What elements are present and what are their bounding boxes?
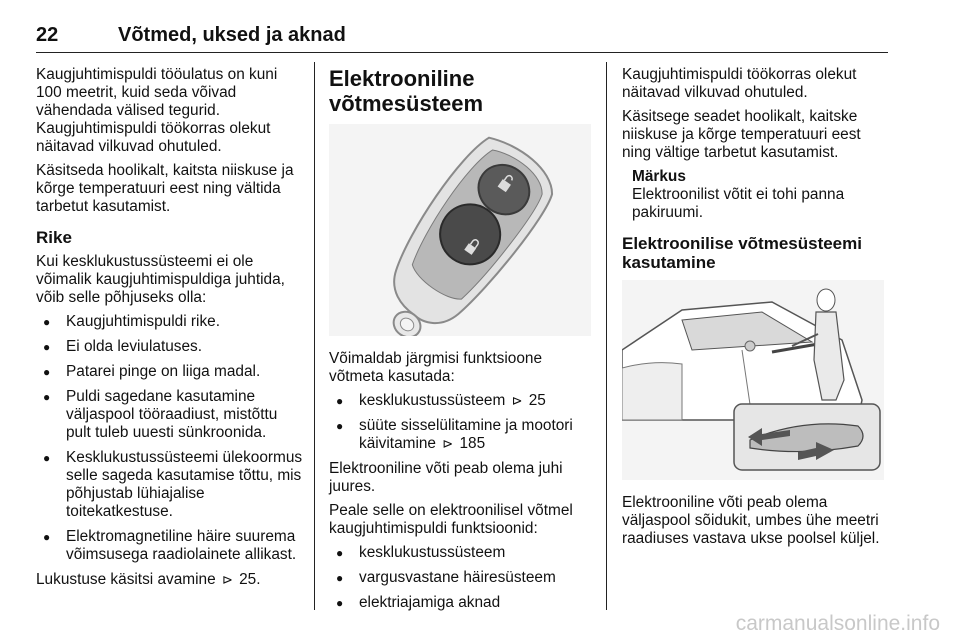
note-box	[622, 168, 884, 222]
paragraph: Elektrooniline võti peab olema juhi juures.	[329, 460, 563, 495]
list-item: ● Kaugjuhtimispuldi rike.	[36, 313, 304, 331]
manual-unlock-text: Lukustuse käsitsi avamine	[36, 571, 216, 588]
list-item: ● elektriajamiga aknad	[329, 594, 594, 612]
paragraph: Peale selle on elektroonilisel võtmel kaugjuhtimispuldi funktsioonid:	[329, 502, 573, 537]
column-1	[36, 66, 304, 595]
page-header	[36, 24, 888, 53]
column-2	[329, 66, 594, 619]
key-fob-illustration	[329, 124, 591, 336]
chapter-title: Võtmed, uksed ja aknad	[118, 24, 346, 46]
paragraph: Käsitseda hoolikalt, kaitsta niiskuse ja kõrge temperatuuri eest ning vältida tarbetut kasutamist.	[36, 162, 294, 215]
paragraph: Kaugjuhtimispuldi töökorras olekut näitavad vilkuvad ohutuled.	[622, 66, 857, 101]
list-item: ● Ei olda leviulatuses.	[36, 338, 304, 356]
note-text: Elektroonilist võtit ei tohi panna pakiruumi.	[632, 186, 845, 221]
page-number: 22	[36, 24, 59, 46]
section-heading-electronic-key: Elektrooniline võtmesüsteem	[329, 66, 484, 116]
paragraph-manual-unlock	[36, 571, 304, 589]
list-item: ● Kesklukustussüsteemi ülekoormus selle sageda kasutamise tõttu, mis põhjustab lühiajalise toitekatkestuse.	[36, 449, 304, 521]
list-item-text: süüte sisselülitamine ja mootori käivitamine	[359, 417, 573, 452]
paragraph: Käsitsege seadet hoolikalt, kaitske niiskuse ja kõrge temperatuuri eest ning vältige tarbetut kasutamist.	[622, 108, 861, 161]
reference-arrow-icon: ⊳	[511, 393, 523, 408]
car-door-illustration	[622, 280, 884, 480]
remote-function-list	[329, 544, 594, 612]
list-item	[329, 417, 594, 453]
section-heading-usage: Elektroonilise võtmesüsteemi kasutamine	[622, 234, 862, 272]
feature-list	[329, 392, 594, 453]
column-divider	[314, 62, 315, 610]
column-divider	[606, 62, 607, 610]
page-reference-link[interactable]: 25.	[239, 571, 261, 588]
list-item: ● kesklukustussüsteem	[329, 544, 594, 562]
list-item: ● vargusvastane häiresüsteem	[329, 569, 594, 587]
list-item-text: kesklukustussüsteem	[359, 392, 506, 409]
paragraph: Kui kesklukustussüsteemi ei ole võimalik kaugjuhtimispuldiga juhtida, võib selle põhjuseks olla:	[36, 253, 285, 306]
section-heading-rike: Rike	[36, 228, 72, 247]
page-reference-link[interactable]: 185	[459, 435, 486, 452]
column-3	[622, 66, 884, 554]
list-item: ● Elektromagnetiline häire suurema võimsusega raadiolainete allikast.	[36, 528, 304, 564]
page-reference-link[interactable]: 25	[528, 392, 546, 409]
paragraph: Elektrooniline võti peab olema väljaspool sõidukit, umbes ühe meetri raadiuses vastava ukse poolsel küljel.	[622, 494, 880, 547]
list-item: ● Patarei pinge on liiga madal.	[36, 363, 304, 381]
list-item	[329, 392, 594, 410]
fault-list	[36, 313, 304, 564]
note-title: Märkus	[632, 168, 686, 185]
list-item: ● Puldi sagedane kasutamine väljaspool tööraadiust, mistõttu pult tuleb uuesti sünkroonida.	[36, 388, 304, 442]
paragraph: Kaugjuhtimispuldi tööulatus on kuni 100 meetrit, kuid seda võivad vähendada välised tegurid. Kaugjuhtimispuldi töökorras olekut näitavad vilkuvad ohutuled.	[36, 66, 278, 155]
reference-arrow-icon: ⊳	[221, 572, 233, 587]
paragraph: Võimaldab järgmisi funktsioone võtmeta kasutada:	[329, 350, 543, 385]
reference-arrow-icon: ⊳	[442, 436, 454, 451]
watermark: carmanualsonline.info	[735, 612, 940, 635]
